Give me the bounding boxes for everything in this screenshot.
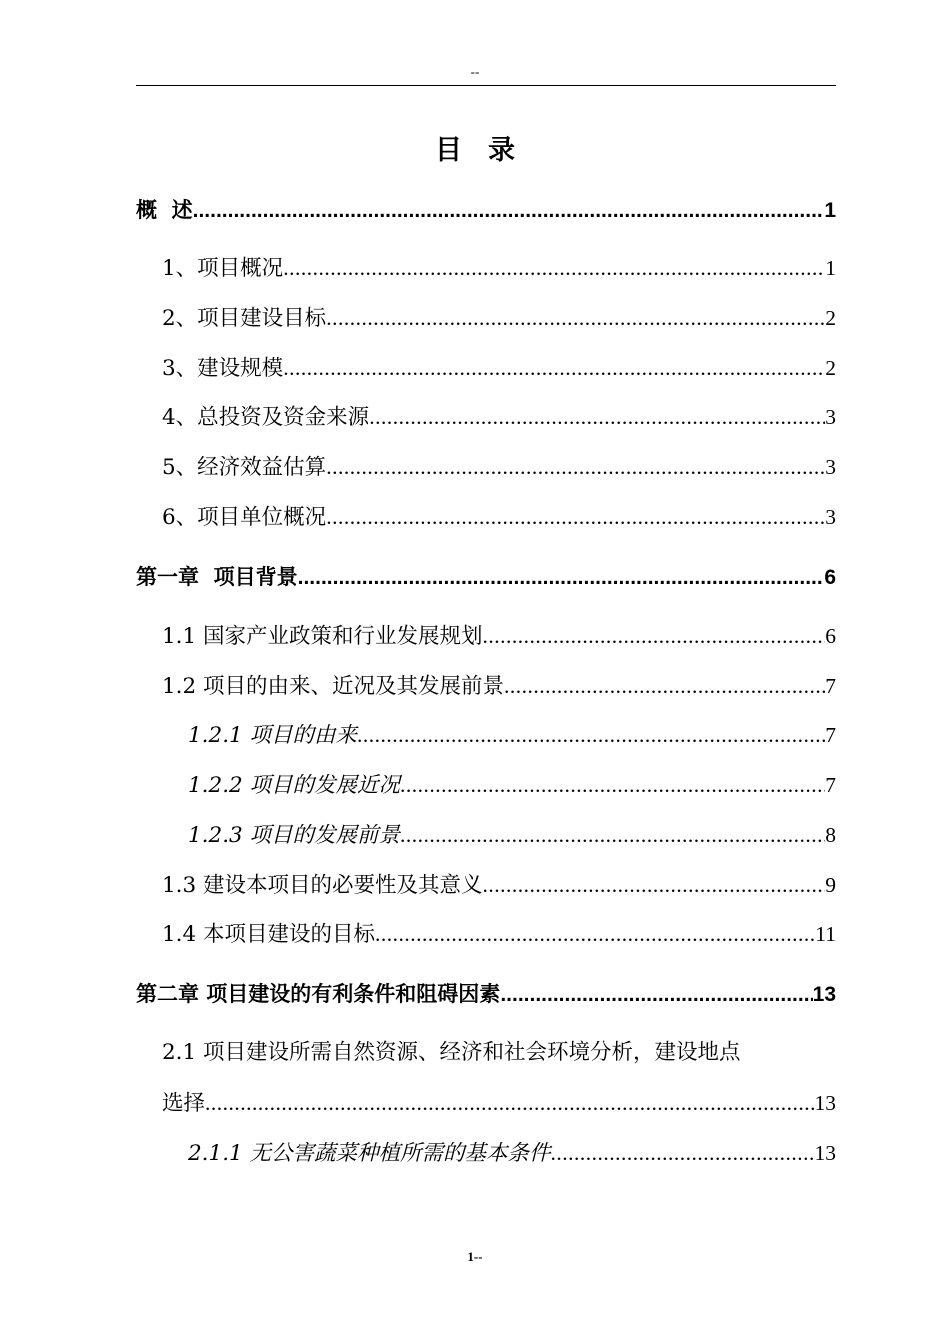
toc-entry-overview[interactable] — [136, 195, 836, 225]
toc-entry-label: 第一章 项目背景 — [136, 565, 298, 589]
toc-entry-investment[interactable] — [136, 402, 836, 432]
toc-entry-page: 2 — [825, 356, 836, 380]
toc-entry-page: 3 — [825, 405, 836, 429]
toc-title-char-2: 录 — [488, 135, 515, 166]
toc-entry-page: 3 — [825, 455, 836, 479]
toc-entry-2-1-1[interactable] — [136, 1138, 836, 1168]
toc-entry-1-2-1[interactable] — [136, 720, 836, 750]
toc-entry-label: 3、建设规模 — [162, 356, 284, 381]
toc-entry-page: 7 — [825, 674, 836, 698]
toc-entry-label: 选择 — [162, 1091, 206, 1116]
page-footer: 1-- — [467, 1249, 483, 1264]
toc-entry-1-4[interactable] — [136, 919, 836, 949]
toc-entry-scale[interactable] — [136, 353, 836, 383]
toc-entry-page: 6 — [824, 566, 836, 589]
toc-entry-2-1-line1[interactable]: 2.1 项目建设所需自然资源、经济和社会环境分析，建设地点 — [162, 1040, 741, 1065]
toc-entry-label: 1.3 建设本项目的必要性及其意义 — [162, 873, 483, 898]
page-header: -- — [470, 64, 480, 79]
toc-entry-chapter-2[interactable] — [136, 979, 836, 1009]
toc-entry-page: 1 — [825, 256, 836, 280]
toc-entry-page: 9 — [825, 873, 836, 897]
toc-entry-1-2[interactable] — [136, 671, 836, 701]
toc-entry-label: 5、经济效益估算 — [162, 455, 327, 480]
toc-entry-page: 3 — [825, 505, 836, 529]
toc-entry-label: 6、项目单位概况 — [162, 505, 327, 530]
toc-entry-page: 1 — [824, 199, 836, 222]
toc-entry-page: 8 — [825, 823, 836, 847]
toc-entry-page: 7 — [825, 723, 836, 747]
toc-entry-chapter-1[interactable] — [136, 562, 836, 592]
toc-entry-page: 11 — [815, 922, 836, 946]
toc-entry-2-1[interactable] — [136, 1088, 836, 1118]
toc-entry-label: 4、总投资及资金来源 — [162, 405, 370, 430]
toc-entry-page: 6 — [825, 624, 836, 648]
toc-entry-1-1[interactable] — [136, 621, 836, 651]
toc-entry-economic-benefit[interactable] — [136, 452, 836, 482]
toc-title — [0, 128, 950, 167]
toc-entry-page: 13 — [814, 1141, 836, 1165]
toc-entry-label: 1.2.2 项目的发展近况 — [188, 773, 401, 798]
toc-entry-label: 1.2.3 项目的发展前景 — [188, 823, 401, 848]
toc-entry-label: 1.1 国家产业政策和行业发展规划 — [162, 624, 483, 649]
toc-entry-label: 1.2 项目的由来、近况及其发展前景 — [162, 674, 505, 699]
toc-entry-label: 第二章 项目建设的有利条件和阻碍因素 — [136, 982, 501, 1006]
toc-entry-page: 7 — [825, 773, 836, 797]
toc-entry-page: 13 — [812, 983, 836, 1006]
toc-entry-label: 1.4 本项目建设的目标 — [162, 922, 376, 947]
toc-entry-page: 2 — [825, 306, 836, 330]
toc-entry-label: 1.2.1 项目的由来 — [188, 723, 358, 748]
header-divider — [136, 85, 836, 86]
toc-entry-unit-overview[interactable] — [136, 502, 836, 532]
toc-entry-project-overview[interactable] — [136, 253, 836, 283]
toc-entry-page: 13 — [814, 1091, 836, 1115]
toc-entry-label: 2、项目建设目标 — [162, 306, 327, 331]
toc-entry-1-2-3[interactable] — [136, 820, 836, 850]
toc-entry-label: 1、项目概况 — [162, 256, 284, 281]
toc-entry-label: 2.1.1 无公害蔬菜种植所需的基本条件 — [188, 1141, 551, 1166]
toc-entry-label: 概 述 — [136, 198, 193, 222]
toc-entry-1-3[interactable] — [136, 870, 836, 900]
toc-entry-1-2-2[interactable] — [136, 770, 836, 800]
toc-title-char-1: 目 — [435, 135, 462, 166]
toc-entry-project-goals[interactable] — [136, 303, 836, 333]
